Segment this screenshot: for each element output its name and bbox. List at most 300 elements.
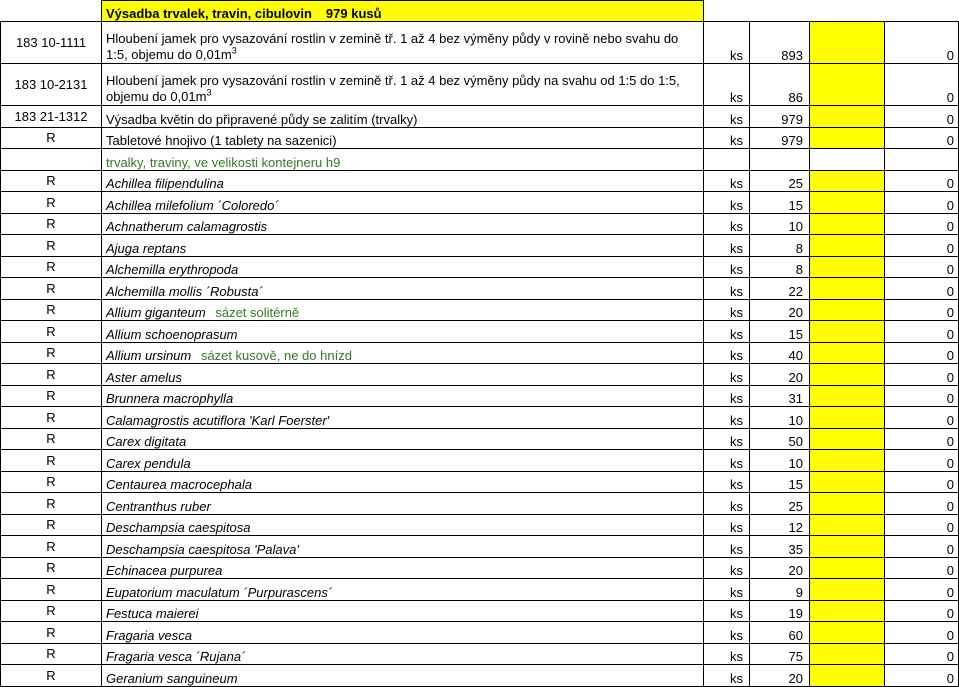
code-cell[interactable] (1, 450, 102, 472)
table-row (1, 364, 959, 386)
quantity-cell[interactable] (750, 428, 810, 450)
unit-cell[interactable] (704, 278, 750, 300)
section-title-qty: 979 kusů (325, 6, 382, 21)
total: 0 (946, 606, 954, 621)
quantity-cell[interactable] (750, 493, 810, 515)
plant-name: Brunnera macrophylla (106, 391, 234, 406)
unit-price-input-cell[interactable] (810, 256, 885, 278)
quantity: 9 (795, 584, 803, 600)
total-cell[interactable] (885, 321, 959, 343)
code-cell[interactable] (1, 278, 102, 300)
total-cell[interactable] (885, 471, 959, 493)
plant-name-cell[interactable] (102, 385, 704, 407)
plant-name: Allium giganteum (106, 305, 206, 320)
unit-price-input-cell[interactable] (810, 536, 885, 558)
plant-name: Festuca maierei (106, 606, 199, 621)
total-cell[interactable] (885, 256, 959, 278)
code-cell[interactable] (1, 127, 102, 149)
quantity: 20 (788, 563, 803, 578)
quantity-cell[interactable] (750, 364, 810, 386)
plant-name-cell[interactable] (102, 428, 704, 450)
header-row (1, 127, 959, 149)
code-cell[interactable] (1, 235, 102, 257)
code-cell[interactable] (1, 106, 102, 128)
total-cell[interactable] (885, 428, 959, 450)
plant-name-cell[interactable] (102, 557, 704, 579)
code-cell[interactable] (1, 256, 102, 278)
plant-name-cell[interactable] (102, 622, 704, 644)
unit-cell[interactable] (704, 536, 750, 558)
unit-price-input-cell[interactable] (810, 665, 885, 687)
total: 0 (946, 219, 954, 234)
quantity-cell[interactable] (750, 256, 810, 278)
quantity-cell[interactable] (750, 643, 810, 665)
total: 0 (946, 520, 954, 535)
item-code: R (46, 667, 56, 683)
total: 0 (946, 262, 954, 277)
total: 0 (946, 391, 954, 406)
unit-cell[interactable] (704, 622, 750, 644)
quantity-cell[interactable] (750, 579, 810, 601)
table-row (1, 299, 959, 321)
table-row (1, 235, 959, 257)
item-code: R (46, 216, 56, 232)
plant-name-cell[interactable] (102, 256, 704, 278)
total: 0 (946, 541, 954, 557)
header-row (1, 22, 959, 64)
section-note: trvalky, traviny, ve velikosti kontejneru h9 (106, 154, 341, 170)
table-row (1, 622, 959, 644)
table-row (1, 600, 959, 622)
quantity-cell[interactable] (750, 192, 810, 214)
unit-price-input-cell[interactable] (810, 64, 885, 106)
quantity: 25 (788, 498, 803, 514)
code-cell[interactable] (1, 622, 102, 644)
table-row (1, 256, 959, 278)
total: 0 (946, 563, 954, 578)
description: Výsadba květin do připravené půdy se zalitím (trvalky) (106, 111, 418, 127)
unit-price-input-cell[interactable] (810, 600, 885, 622)
unit-price-input-cell[interactable] (810, 278, 885, 300)
unit-cell[interactable] (704, 364, 750, 386)
quantity-cell[interactable] (750, 321, 810, 343)
quantity-cell[interactable] (750, 557, 810, 579)
item-code: R (46, 474, 56, 490)
total-cell[interactable] (885, 278, 959, 300)
table-row (1, 321, 959, 343)
title-blank-cell[interactable] (1, 1, 102, 22)
unit-cell[interactable] (704, 643, 750, 665)
total-cell[interactable] (885, 235, 959, 257)
plant-name: Allium schoenoprasum (106, 326, 238, 342)
quantity-cell[interactable] (750, 127, 810, 149)
unit-cell[interactable] (704, 557, 750, 579)
table-row (1, 213, 959, 235)
code-cell[interactable] (1, 557, 102, 579)
code-cell[interactable] (1, 428, 102, 450)
code-cell[interactable] (1, 342, 102, 364)
title-blank-cell[interactable] (704, 1, 750, 22)
description-cell[interactable] (102, 22, 704, 64)
unit: ks (730, 133, 743, 148)
code-cell[interactable] (1, 170, 102, 192)
unit: ks (730, 240, 743, 256)
unit-price-input-cell[interactable] (810, 579, 885, 601)
quantity: 20 (788, 670, 803, 686)
table-row (1, 342, 959, 364)
quantity: 979 (781, 111, 803, 127)
total: 0 (946, 348, 954, 363)
unit-price-input-cell[interactable] (810, 514, 885, 536)
plant-name-cell[interactable] (102, 471, 704, 493)
unit-cell[interactable] (704, 299, 750, 321)
quantity: 35 (788, 541, 803, 557)
unit-price-input-cell[interactable] (810, 213, 885, 235)
table-row (1, 428, 959, 450)
unit-price-input-cell[interactable] (810, 364, 885, 386)
description-line-1: Hloubení jamek pro vysazování rostlin v zemině tř. 1 až 4 bez výměny půdy na svahu od 1:5 do 1:5, (106, 73, 680, 88)
total: 0 (946, 627, 954, 643)
plant-name: Carex pendula (106, 455, 191, 471)
unit-price-input-cell[interactable] (810, 622, 885, 644)
plant-name-cell[interactable] (102, 364, 704, 386)
total-cell[interactable] (885, 170, 959, 192)
quantity: 20 (788, 369, 803, 385)
code-cell[interactable] (1, 192, 102, 214)
code-cell[interactable] (1, 536, 102, 558)
quantity: 10 (788, 219, 803, 234)
total-cell[interactable] (885, 622, 959, 644)
plant-name-cell[interactable] (102, 514, 704, 536)
unit: ks (730, 520, 743, 535)
quantity-cell[interactable] (750, 64, 810, 106)
code-cell[interactable] (1, 579, 102, 601)
plant-name-cell[interactable] (102, 536, 704, 558)
total-cell[interactable] (885, 385, 959, 407)
quantity: 15 (788, 326, 803, 342)
description-cell[interactable] (102, 64, 704, 106)
quantity: 10 (788, 455, 803, 471)
unit-cell[interactable] (704, 22, 750, 64)
unit: ks (730, 627, 743, 643)
quantity: 75 (788, 649, 803, 664)
description: Tabletové hnojivo (1 tablety na sazenici) (106, 133, 337, 148)
plant-name: Aster amelus (106, 369, 182, 385)
code-cell[interactable] (1, 493, 102, 515)
unit-price-input-cell[interactable] (810, 106, 885, 128)
item-code: R (46, 280, 56, 296)
quantity-cell[interactable] (750, 514, 810, 536)
total-cell[interactable] (885, 64, 959, 106)
unit: ks (730, 111, 743, 127)
table-row (1, 170, 959, 192)
quantity-cell[interactable] (750, 278, 810, 300)
description-cell[interactable] (102, 127, 704, 149)
total-cell[interactable] (885, 493, 959, 515)
unit-cell[interactable] (704, 385, 750, 407)
unit-price-input-cell[interactable] (810, 471, 885, 493)
table-row (1, 514, 959, 536)
unit: ks (730, 455, 743, 471)
total-cell[interactable] (885, 299, 959, 321)
code-cell[interactable] (1, 64, 102, 106)
plant-name-cell[interactable] (102, 299, 704, 321)
code-cell[interactable] (1, 407, 102, 429)
code-cell[interactable] (1, 600, 102, 622)
quantity-cell[interactable] (750, 665, 810, 687)
unit: ks (730, 434, 743, 449)
unit-cell[interactable] (704, 321, 750, 343)
unit-cell[interactable] (704, 665, 750, 687)
code-cell[interactable] (1, 213, 102, 235)
total-cell[interactable] (885, 213, 959, 235)
total-cell[interactable] (885, 364, 959, 386)
total: 0 (946, 369, 954, 385)
table-row (1, 192, 959, 214)
unit-cell[interactable] (704, 64, 750, 106)
total: 0 (946, 197, 954, 213)
code-cell[interactable] (1, 385, 102, 407)
table-row (1, 493, 959, 515)
quantity-cell[interactable] (750, 536, 810, 558)
unit-cell[interactable] (704, 450, 750, 472)
item-code: R (46, 646, 56, 662)
total-cell[interactable] (885, 557, 959, 579)
description-line-2: 1:5, objemu do 0,01m (106, 47, 232, 62)
plant-name-cell[interactable] (102, 600, 704, 622)
plant-name-cell[interactable] (102, 342, 704, 364)
total-cell[interactable] (885, 536, 959, 558)
quantity: 12 (788, 520, 803, 535)
total: 0 (946, 584, 954, 600)
description-line-1: Hloubení jamek pro vysazování rostlin v zemině tř. 1 až 4 bez výměny půdy v rovině nebo svahu do (106, 31, 679, 46)
unit-price-input-cell[interactable] (810, 192, 885, 214)
quantity: 979 (781, 133, 803, 148)
plant-name: Echinacea purpurea (106, 563, 223, 578)
table-row (1, 407, 959, 429)
table-row (1, 665, 959, 687)
plant-name: Deschampsia caespitosa 'Palava' (106, 541, 299, 557)
plant-name: Achillea milefolium ´Coloredo´ (106, 197, 279, 213)
total: 0 (946, 133, 954, 148)
code-cell[interactable] (1, 471, 102, 493)
code-cell[interactable] (1, 321, 102, 343)
unit-price-input-cell[interactable] (810, 170, 885, 192)
plant-name-cell[interactable] (102, 407, 704, 429)
title-blank-cell[interactable] (810, 1, 885, 22)
plant-name: Fragaria vesca ´Rujana´ (106, 649, 246, 664)
plant-name: Eupatorium maculatum ´Purpurascens´ (106, 584, 333, 600)
unit-cell[interactable] (704, 256, 750, 278)
code-cell[interactable] (1, 22, 102, 64)
unit-price-input-cell[interactable] (810, 235, 885, 257)
unit-cell[interactable] (704, 213, 750, 235)
title-row (1, 1, 959, 22)
unit: ks (730, 412, 743, 428)
total: 0 (946, 111, 954, 127)
unit-cell[interactable] (704, 600, 750, 622)
code-cell[interactable] (1, 643, 102, 665)
title-blank-cell[interactable] (750, 1, 810, 22)
quantity-cell[interactable] (750, 22, 810, 64)
planting-note: sázet solitérně (215, 305, 300, 320)
title-blank-cell[interactable] (885, 1, 959, 22)
unit: ks (730, 391, 743, 406)
quantity-cell[interactable] (750, 600, 810, 622)
quantity-cell[interactable] (750, 106, 810, 128)
quantity-cell[interactable] (750, 170, 810, 192)
unit: ks (730, 90, 743, 105)
description-cell[interactable] (102, 106, 704, 128)
total-cell[interactable] (885, 450, 959, 472)
total: 0 (946, 283, 954, 299)
unit-cell[interactable] (704, 342, 750, 364)
quantity: 22 (788, 283, 803, 299)
plant-name-cell[interactable] (102, 579, 704, 601)
total-cell[interactable] (885, 342, 959, 364)
unit-cell[interactable] (704, 235, 750, 257)
plant-name-cell[interactable] (102, 213, 704, 235)
quantity-cell[interactable] (750, 407, 810, 429)
plant-name-cell[interactable] (102, 170, 704, 192)
code-cell[interactable] (1, 149, 102, 171)
planting-note: sázet kusově, ne do hnízd (200, 348, 352, 363)
quantity-cell[interactable] (750, 385, 810, 407)
item-code: R (46, 517, 56, 533)
item-code: R (46, 194, 56, 210)
total: 0 (946, 649, 954, 664)
item-code: R (46, 345, 56, 361)
total-cell[interactable] (885, 192, 959, 214)
unit: ks (730, 197, 743, 213)
quantity: 60 (788, 627, 803, 643)
unit-cell[interactable] (704, 579, 750, 601)
unit-cell[interactable] (704, 170, 750, 192)
table-row (1, 579, 959, 601)
code-cell[interactable] (1, 665, 102, 687)
unit-cell[interactable] (704, 428, 750, 450)
total-cell[interactable] (885, 514, 959, 536)
quantity-cell[interactable] (750, 213, 810, 235)
unit-cell[interactable] (704, 471, 750, 493)
item-code: R (46, 259, 56, 275)
header-row (1, 106, 959, 128)
unit-cell[interactable] (704, 493, 750, 515)
quantity-cell[interactable] (750, 471, 810, 493)
unit-cell[interactable] (704, 127, 750, 149)
plant-name: Deschampsia caespitosa (106, 520, 251, 535)
item-code: R (46, 130, 56, 146)
quantity-cell[interactable] (750, 450, 810, 472)
unit: ks (730, 48, 743, 63)
unit-cell[interactable] (704, 106, 750, 128)
plant-name-cell[interactable] (102, 665, 704, 687)
unit: ks (730, 369, 743, 385)
item-code: 183 21-1312 (14, 108, 88, 124)
quantity-cell[interactable] (750, 149, 810, 171)
total-cell[interactable] (885, 643, 959, 665)
plant-name-cell[interactable] (102, 321, 704, 343)
total-cell[interactable] (885, 600, 959, 622)
unit-cell[interactable] (704, 192, 750, 214)
code-cell[interactable] (1, 514, 102, 536)
plant-name-cell[interactable] (102, 278, 704, 300)
total-cell[interactable] (885, 127, 959, 149)
unit-price-input-cell[interactable] (810, 321, 885, 343)
quantity-cell[interactable] (750, 299, 810, 321)
unit-price-input-cell[interactable] (810, 299, 885, 321)
table-row (1, 278, 959, 300)
total-cell[interactable] (885, 665, 959, 687)
plant-name: Alchemilla mollis ´Robusta´ (106, 283, 263, 299)
unit-price-input-cell[interactable] (810, 127, 885, 149)
plant-name-cell[interactable] (102, 493, 704, 515)
quantity-cell[interactable] (750, 342, 810, 364)
plant-name-cell[interactable] (102, 192, 704, 214)
quantity: 20 (788, 305, 803, 320)
plant-name-cell[interactable] (102, 643, 704, 665)
total: 0 (946, 326, 954, 342)
unit-price-input-cell[interactable] (810, 22, 885, 64)
unit-price-cell[interactable] (810, 149, 885, 171)
code-cell[interactable] (1, 364, 102, 386)
plant-name: Allium ursinum (106, 348, 192, 363)
unit-price-input-cell[interactable] (810, 643, 885, 665)
unit-cell[interactable] (704, 149, 750, 171)
plant-name: Fragaria vesca (106, 627, 192, 643)
table-body (1, 1, 959, 687)
unit-cell[interactable] (704, 514, 750, 536)
item-code: R (46, 323, 56, 339)
plant-name-cell[interactable] (102, 450, 704, 472)
unit-cell[interactable] (704, 407, 750, 429)
section-note-cell[interactable] (102, 149, 704, 171)
unit: ks (730, 563, 743, 578)
total-cell[interactable] (885, 407, 959, 429)
total: 0 (946, 240, 954, 256)
unit-price-input-cell[interactable] (810, 407, 885, 429)
unit: ks (730, 348, 743, 363)
table-row (1, 471, 959, 493)
total-cell[interactable] (885, 106, 959, 128)
table-row (1, 385, 959, 407)
section-title: Výsadba trvalek, travin, cibulovin (106, 6, 312, 21)
total: 0 (946, 90, 954, 105)
item-code: R (46, 409, 56, 425)
quantity-cell[interactable] (750, 622, 810, 644)
plant-name: Centaurea macrocephala (106, 477, 252, 492)
unit-price-input-cell[interactable] (810, 385, 885, 407)
total-cell[interactable] (885, 149, 959, 171)
code-cell[interactable] (1, 299, 102, 321)
unit: ks (730, 584, 743, 600)
description-line-2: objemu do 0,01m (106, 89, 207, 104)
plant-name-cell[interactable] (102, 235, 704, 257)
unit-price-input-cell[interactable] (810, 428, 885, 450)
total-cell[interactable] (885, 579, 959, 601)
item-code: R (46, 237, 56, 253)
total: 0 (946, 455, 954, 471)
unit-price-input-cell[interactable] (810, 342, 885, 364)
unit: ks (730, 176, 743, 191)
unit-price-input-cell[interactable] (810, 557, 885, 579)
item-code: 183 10-1111 (15, 35, 87, 50)
quantity-cell[interactable] (750, 235, 810, 257)
unit-price-input-cell[interactable] (810, 493, 885, 515)
section-title-cell[interactable] (102, 1, 704, 22)
unit-price-input-cell[interactable] (810, 450, 885, 472)
total-cell[interactable] (885, 22, 959, 64)
